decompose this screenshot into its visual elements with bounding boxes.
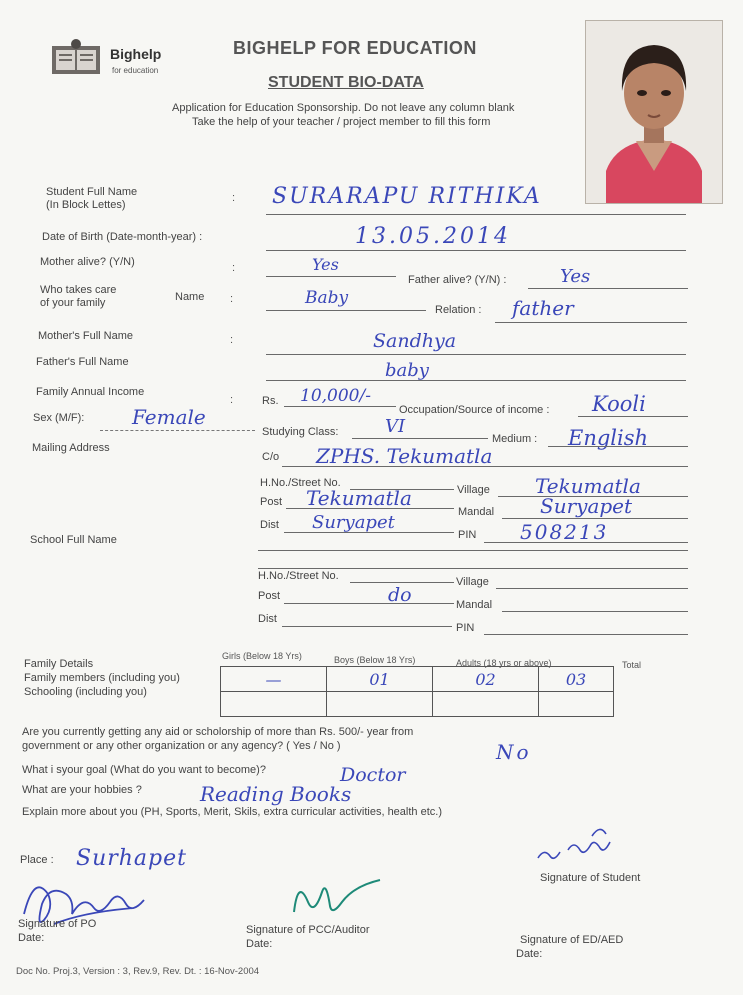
village-label: Village	[457, 484, 490, 496]
mother-alive-value: Yes	[312, 255, 339, 274]
student-name-value: SURARAPU RITHIKA	[272, 184, 542, 209]
mother-name-label: Mother's Full Name	[38, 330, 134, 342]
doc-number: Doc No. Proj.3, Version : 3, Rev.9, Rev. Dt. : 16-Nov-2004	[16, 966, 260, 977]
col-total-header: Total	[622, 660, 642, 670]
mandal-value: Suryapet	[540, 494, 633, 518]
instruction-line-1: Application for Education Sponsorship. Do not leave any column blank	[172, 102, 515, 114]
hobbies-question: What are your hobbies ?	[22, 784, 142, 796]
caretaker-name-label: Name	[175, 291, 205, 303]
school-pin-label: PIN	[456, 622, 475, 634]
medium-label: Medium :	[492, 433, 538, 445]
mandal-label: Mandal	[458, 506, 495, 518]
student-photo	[585, 20, 723, 204]
aid-answer: No	[496, 740, 532, 764]
pin-label: PIN	[458, 529, 477, 541]
student-name-sublabel: (In Block Lettes)	[46, 199, 126, 211]
adults-count: 02	[433, 667, 539, 692]
col-boys-header: Boys (Below 18 Yrs)	[334, 655, 416, 665]
school-post-label: Post	[258, 590, 281, 602]
family-members-row	[221, 667, 614, 692]
dob-label: Date of Birth (Date-month-year) :	[42, 231, 203, 243]
girls-count: —	[221, 667, 327, 692]
medium-value: English	[568, 426, 649, 450]
hobbies-answer: Reading Books	[200, 782, 352, 806]
logo-name: Bighelp	[110, 46, 162, 62]
mother-alive-label: Mother alive? (Y/N)	[40, 256, 135, 268]
schooling-total-cell	[539, 692, 614, 717]
family-income-label: Family Annual Income	[36, 386, 145, 398]
family-details-label: Family Details	[24, 658, 94, 670]
goal-question: What i syour goal (What do you want to become)?	[22, 764, 266, 776]
who-takes-care-sublabel: of your family	[40, 297, 106, 309]
village-value: Tekumatla	[535, 474, 641, 498]
occupation-value: Kooli	[592, 392, 646, 416]
schooling-adults-cell	[433, 692, 539, 717]
goal-answer: Doctor	[340, 764, 406, 786]
school-hno-street-label: H.No./Street No.	[258, 570, 339, 582]
po-date-label: Date:	[18, 932, 45, 944]
schooling-label: Schooling (including you)	[24, 686, 147, 698]
sex-label: Sex (M/F):	[33, 412, 85, 424]
pin-value: 508213	[520, 520, 609, 544]
father-name-label: Father's Full Name	[36, 356, 129, 368]
student-signature-mark	[534, 820, 624, 871]
school-dist-label: Dist	[258, 613, 277, 625]
pcc-signature-label: Signature of PCC/Auditor	[246, 924, 370, 936]
relation-label: Relation :	[435, 304, 482, 316]
studying-class-label: Studying Class:	[262, 426, 339, 438]
schooling-row	[221, 692, 614, 717]
family-members-label: Family members (including you)	[24, 672, 180, 684]
place-value: Surhapet	[76, 846, 187, 871]
org-title: BIGHELP FOR EDUCATION	[233, 38, 477, 58]
family-table	[220, 666, 614, 717]
dist-value: Suryapet	[312, 512, 395, 533]
mailing-address-label: Mailing Address	[32, 442, 110, 454]
father-alive-label: Father alive? (Y/N) :	[408, 274, 507, 286]
total-count: 03	[539, 667, 614, 692]
co-value: ZPHS. Tekumatla	[316, 444, 493, 468]
student-name-label: Student Full Name	[46, 186, 138, 198]
instruction-line-2: Take the help of your teacher / project member to fill this form	[192, 116, 491, 128]
schooling-boys-cell	[327, 692, 433, 717]
col-adults-header: Adults (18 yrs or above)	[456, 658, 552, 668]
caretaker-name-value: Baby	[305, 288, 349, 308]
aid-question-line-2: government or any other organization or any agency? ( Yes / No )	[22, 740, 341, 752]
post-value: Tekumatla	[306, 486, 412, 510]
place-label: Place :	[20, 854, 54, 866]
sex-value: Female	[132, 405, 206, 429]
income-value: 10,000/-	[300, 386, 371, 406]
school-post-value: do	[388, 584, 412, 606]
occupation-label: Occupation/Source of income :	[399, 404, 550, 416]
mother-name-value: Sandhya	[373, 330, 457, 352]
logo-tagline: for education	[112, 66, 159, 75]
explain-question: Explain more about you (PH, Sports, Merit, Skils, extra curricular activities, health etc.)	[22, 806, 442, 818]
dob-value: 13.05.2014	[355, 224, 511, 249]
pcc-signature-mark	[284, 872, 394, 927]
school-village-label: Village	[456, 576, 489, 588]
form-title: STUDENT BIO-DATA	[268, 74, 424, 91]
studying-class-value: VI	[385, 416, 406, 437]
post-label: Post	[260, 496, 283, 508]
ed-date-label: Date:	[516, 948, 543, 960]
relation-value: father	[512, 296, 574, 320]
student-signature-label: Signature of Student	[540, 872, 641, 884]
schooling-girls-cell	[221, 692, 327, 717]
hno-street-label: H.No./Street No.	[260, 477, 341, 489]
logo-icon	[50, 38, 102, 78]
who-takes-care-label: Who takes care	[40, 284, 117, 296]
ed-signature-label: Signature of ED/AED	[520, 934, 624, 946]
school-name-label: School Full Name	[30, 534, 117, 546]
aid-question-line-1: Are you currently getting any aid or scholorship of more than Rs. 500/- year from	[22, 726, 414, 738]
father-alive-value: Yes	[560, 266, 591, 287]
school-mandal-label: Mandal	[456, 599, 493, 611]
pcc-date-label: Date:	[246, 938, 273, 950]
co-label: C/o	[262, 451, 280, 463]
rs-label: Rs.	[262, 395, 279, 407]
po-signature-label: Signature of PO	[18, 918, 97, 930]
father-name-value: baby	[385, 360, 429, 381]
col-girls-header: Girls (Below 18 Yrs)	[222, 651, 302, 661]
boys-count: 01	[327, 667, 433, 692]
dist-label: Dist	[260, 519, 279, 531]
